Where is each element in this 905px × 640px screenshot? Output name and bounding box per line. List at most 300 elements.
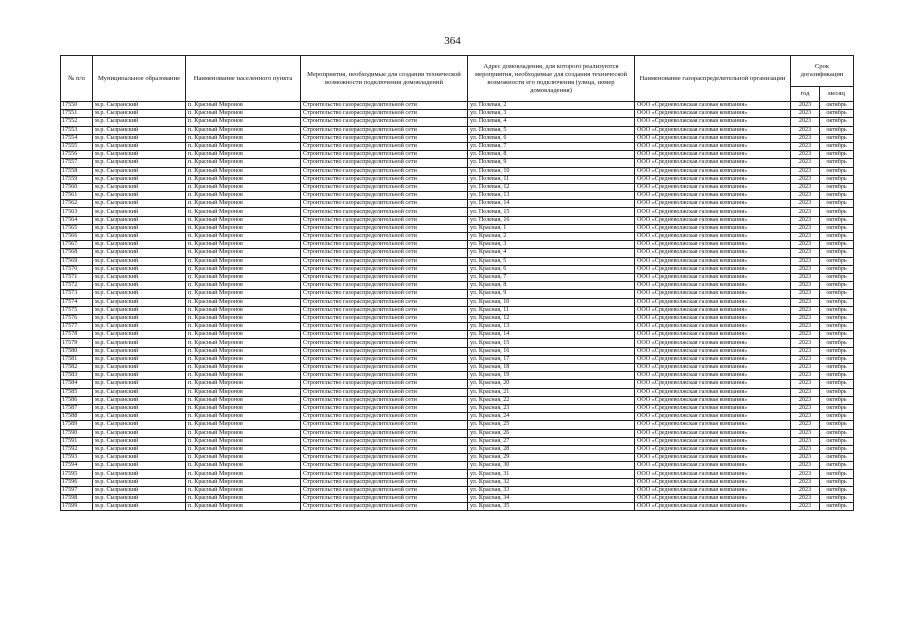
cell-municipality: м.р. Сызранский [93, 347, 186, 355]
cell-activity: Строительство газораспределительной сети [301, 216, 468, 224]
cell-activity: Строительство газораспределительной сети [301, 355, 468, 363]
cell-year: 2023 [791, 364, 820, 372]
cell-address: ул. Красная, 31 [468, 470, 635, 478]
cell-organization: ООО «Средневолжская газовая компания» [635, 445, 791, 453]
cell-settlement: п. Красный Миронов [186, 421, 301, 429]
cell-settlement: п. Красный Миронов [186, 282, 301, 290]
cell-activity: Строительство газораспределительной сети [301, 298, 468, 306]
table-row [61, 249, 854, 257]
cell-num: 17559 [61, 175, 93, 183]
cell-month: октябрь [820, 142, 854, 150]
cell-year: 2023 [791, 126, 820, 134]
cell-activity: Строительство газораспределительной сети [301, 306, 468, 314]
cell-activity: Строительство газораспределительной сети [301, 102, 468, 110]
cell-year: 2023 [791, 421, 820, 429]
cell-settlement: п. Красный Миронов [186, 478, 301, 486]
header-address: Адрес домовладения, для которого реализуются мероприятия, необходимые для создания технической возможности его подключения (улица, номер домовладения) [468, 56, 635, 102]
cell-month: октябрь [820, 437, 854, 445]
cell-address: ул. Красная, 19 [468, 372, 635, 380]
cell-activity: Строительство газораспределительной сети [301, 364, 468, 372]
table-row [61, 445, 854, 453]
cell-month: октябрь [820, 265, 854, 273]
cell-organization: ООО «Средневолжская газовая компания» [635, 118, 791, 126]
cell-address: ул. Красная, 6 [468, 265, 635, 273]
cell-organization: ООО «Средневолжская газовая компания» [635, 462, 791, 470]
cell-num: 17572 [61, 282, 93, 290]
cell-num: 17561 [61, 192, 93, 200]
table-row [61, 282, 854, 290]
cell-num: 17576 [61, 314, 93, 322]
cell-organization: ООО «Средневолжская газовая компания» [635, 183, 791, 191]
cell-month: октябрь [820, 413, 854, 421]
cell-settlement: п. Красный Миронов [186, 110, 301, 118]
cell-organization: ООО «Средневолжская газовая компания» [635, 503, 791, 511]
cell-num: 17568 [61, 249, 93, 257]
cell-num: 17597 [61, 486, 93, 494]
cell-settlement: п. Красный Миронов [186, 306, 301, 314]
cell-organization: ООО «Средневолжская газовая компания» [635, 273, 791, 281]
cell-settlement: п. Красный Миронов [186, 339, 301, 347]
cell-settlement: п. Красный Миронов [186, 257, 301, 265]
page-number: 364 [444, 35, 461, 47]
cell-address: ул. Красная, 9 [468, 290, 635, 298]
cell-num: 17594 [61, 462, 93, 470]
cell-address: ул. Полевая, 9 [468, 159, 635, 167]
cell-address: ул. Полевая, 12 [468, 183, 635, 191]
cell-activity: Строительство газораспределительной сети [301, 388, 468, 396]
cell-num: 17587 [61, 404, 93, 412]
cell-year: 2023 [791, 192, 820, 200]
cell-settlement: п. Красный Миронов [186, 175, 301, 183]
cell-organization: ООО «Средневолжская газовая компания» [635, 454, 791, 462]
cell-municipality: м.р. Сызранский [93, 331, 186, 339]
cell-year: 2023 [791, 355, 820, 363]
cell-municipality: м.р. Сызранский [93, 429, 186, 437]
cell-organization: ООО «Средневолжская газовая компания» [635, 421, 791, 429]
cell-month: октябрь [820, 290, 854, 298]
table-row [61, 192, 854, 200]
cell-year: 2023 [791, 413, 820, 421]
cell-organization: ООО «Средневолжская газовая компания» [635, 404, 791, 412]
cell-num: 17569 [61, 257, 93, 265]
cell-num: 17588 [61, 413, 93, 421]
cell-municipality: м.р. Сызранский [93, 413, 186, 421]
cell-organization: ООО «Средневолжская газовая компания» [635, 437, 791, 445]
cell-num: 17560 [61, 183, 93, 191]
cell-activity: Строительство газораспределительной сети [301, 257, 468, 265]
table-row [61, 241, 854, 249]
cell-organization: ООО «Средневолжская газовая компания» [635, 323, 791, 331]
cell-activity: Строительство газораспределительной сети [301, 233, 468, 241]
cell-activity: Строительство газораспределительной сети [301, 421, 468, 429]
cell-month: октябрь [820, 421, 854, 429]
table-row [61, 470, 854, 478]
cell-activity: Строительство газораспределительной сети [301, 175, 468, 183]
cell-municipality: м.р. Сызранский [93, 364, 186, 372]
cell-settlement: п. Красный Миронов [186, 200, 301, 208]
cell-activity: Строительство газораспределительной сети [301, 142, 468, 150]
table-row [61, 314, 854, 322]
cell-settlement: п. Красный Миронов [186, 183, 301, 191]
cell-num: 17590 [61, 429, 93, 437]
cell-municipality: м.р. Сызранский [93, 445, 186, 453]
cell-organization: ООО «Средневолжская газовая компания» [635, 192, 791, 200]
cell-settlement: п. Красный Миронов [186, 486, 301, 494]
cell-settlement: п. Красный Миронов [186, 224, 301, 232]
cell-num: 17550 [61, 102, 93, 110]
cell-activity: Строительство газораспределительной сети [301, 486, 468, 494]
cell-address: ул. Красная, 5 [468, 257, 635, 265]
cell-year: 2023 [791, 470, 820, 478]
cell-num: 17585 [61, 388, 93, 396]
table-row [61, 102, 854, 110]
cell-address: ул. Полевая, 8 [468, 151, 635, 159]
cell-organization: ООО «Средневолжская газовая компания» [635, 142, 791, 150]
cell-month: октябрь [820, 495, 854, 503]
cell-address: ул. Красная, 28 [468, 445, 635, 453]
cell-address: ул. Красная, 4 [468, 249, 635, 257]
cell-address: ул. Красная, 1 [468, 224, 635, 232]
cell-activity: Строительство газораспределительной сети [301, 118, 468, 126]
cell-organization: ООО «Средневолжская газовая компания» [635, 380, 791, 388]
cell-settlement: п. Красный Миронов [186, 314, 301, 322]
header-month: месяц [820, 87, 854, 102]
cell-municipality: м.р. Сызранский [93, 462, 186, 470]
table-row [61, 216, 854, 224]
cell-address: ул. Полевая, 10 [468, 167, 635, 175]
cell-municipality: м.р. Сызранский [93, 372, 186, 380]
table-body [61, 102, 854, 511]
cell-year: 2023 [791, 396, 820, 404]
table-row [61, 404, 854, 412]
cell-address: ул. Полевая, 2 [468, 102, 635, 110]
cell-organization: ООО «Средневолжская газовая компания» [635, 134, 791, 142]
cell-year: 2023 [791, 347, 820, 355]
cell-activity: Строительство газораспределительной сети [301, 167, 468, 175]
cell-organization: ООО «Средневолжская газовая компания» [635, 331, 791, 339]
cell-activity: Строительство газораспределительной сети [301, 347, 468, 355]
cell-address: ул. Красная, 18 [468, 364, 635, 372]
cell-address: ул. Красная, 13 [468, 323, 635, 331]
cell-address: ул. Полевая, 16 [468, 216, 635, 224]
cell-organization: ООО «Средневолжская газовая компания» [635, 298, 791, 306]
cell-num: 17593 [61, 454, 93, 462]
cell-year: 2023 [791, 233, 820, 241]
cell-year: 2023 [791, 159, 820, 167]
cell-month: октябрь [820, 331, 854, 339]
cell-settlement: п. Красный Миронов [186, 404, 301, 412]
cell-month: октябрь [820, 339, 854, 347]
cell-year: 2023 [791, 495, 820, 503]
cell-settlement: п. Красный Миронов [186, 118, 301, 126]
cell-activity: Строительство газораспределительной сети [301, 372, 468, 380]
cell-year: 2023 [791, 445, 820, 453]
table-row [61, 142, 854, 150]
cell-activity: Строительство газораспределительной сети [301, 437, 468, 445]
cell-year: 2023 [791, 110, 820, 118]
cell-settlement: п. Красный Миронов [186, 331, 301, 339]
cell-address: ул. Красная, 35 [468, 503, 635, 511]
cell-activity: Строительство газораспределительной сети [301, 134, 468, 142]
cell-month: октябрь [820, 364, 854, 372]
cell-month: октябрь [820, 192, 854, 200]
cell-address: ул. Красная, 7 [468, 273, 635, 281]
cell-num: 17567 [61, 241, 93, 249]
cell-address: ул. Красная, 20 [468, 380, 635, 388]
cell-address: ул. Полевая, 7 [468, 142, 635, 150]
cell-year: 2023 [791, 167, 820, 175]
cell-address: ул. Полевая, 15 [468, 208, 635, 216]
table-row [61, 347, 854, 355]
cell-settlement: п. Красный Миронов [186, 273, 301, 281]
cell-organization: ООО «Средневолжская газовая компания» [635, 151, 791, 159]
cell-month: октябрь [820, 486, 854, 494]
cell-settlement: п. Красный Миронов [186, 413, 301, 421]
cell-month: октябрь [820, 347, 854, 355]
cell-activity: Строительство газораспределительной сети [301, 396, 468, 404]
cell-year: 2023 [791, 273, 820, 281]
cell-organization: ООО «Средневолжская газовая компания» [635, 355, 791, 363]
cell-organization: ООО «Средневолжская газовая компания» [635, 306, 791, 314]
cell-year: 2023 [791, 454, 820, 462]
cell-municipality: м.р. Сызранский [93, 355, 186, 363]
cell-address: ул. Красная, 23 [468, 404, 635, 412]
table-row [61, 495, 854, 503]
cell-activity: Строительство газораспределительной сети [301, 110, 468, 118]
cell-month: октябрь [820, 470, 854, 478]
cell-month: октябрь [820, 110, 854, 118]
table-row [61, 396, 854, 404]
cell-year: 2023 [791, 265, 820, 273]
table-row [61, 478, 854, 486]
table-row [61, 339, 854, 347]
cell-organization: ООО «Средневолжская газовая компания» [635, 167, 791, 175]
cell-organization: ООО «Средневолжская газовая компания» [635, 216, 791, 224]
cell-num: 17566 [61, 233, 93, 241]
cell-month: октябрь [820, 273, 854, 281]
cell-municipality: м.р. Сызранский [93, 388, 186, 396]
cell-year: 2023 [791, 118, 820, 126]
table-row [61, 224, 854, 232]
cell-settlement: п. Красный Миронов [186, 151, 301, 159]
cell-organization: ООО «Средневолжская газовая компания» [635, 265, 791, 273]
table-row [61, 290, 854, 298]
cell-month: октябрь [820, 282, 854, 290]
cell-num: 17599 [61, 503, 93, 511]
cell-num: 17555 [61, 142, 93, 150]
cell-year: 2023 [791, 216, 820, 224]
cell-month: октябрь [820, 233, 854, 241]
table-row [61, 331, 854, 339]
header-municipality: Муниципальное образование [93, 56, 186, 102]
cell-activity: Строительство газораспределительной сети [301, 151, 468, 159]
table-row [61, 454, 854, 462]
cell-settlement: п. Красный Миронов [186, 503, 301, 511]
cell-settlement: п. Красный Миронов [186, 208, 301, 216]
cell-municipality: м.р. Сызранский [93, 282, 186, 290]
cell-year: 2023 [791, 404, 820, 412]
cell-activity: Строительство газораспределительной сети [301, 380, 468, 388]
cell-settlement: п. Красный Миронов [186, 249, 301, 257]
table-row [61, 486, 854, 494]
cell-activity: Строительство газораспределительной сети [301, 282, 468, 290]
cell-settlement: п. Красный Миронов [186, 347, 301, 355]
table-row [61, 413, 854, 421]
cell-num: 17557 [61, 159, 93, 167]
cell-year: 2023 [791, 249, 820, 257]
cell-address: ул. Красная, 24 [468, 413, 635, 421]
cell-month: октябрь [820, 306, 854, 314]
cell-address: ул. Красная, 16 [468, 347, 635, 355]
cell-month: октябрь [820, 478, 854, 486]
cell-year: 2023 [791, 282, 820, 290]
cell-activity: Строительство газораспределительной сети [301, 470, 468, 478]
cell-address: ул. Красная, 22 [468, 396, 635, 404]
cell-municipality: м.р. Сызранский [93, 265, 186, 273]
table-row [61, 110, 854, 118]
table-row [61, 167, 854, 175]
cell-year: 2023 [791, 478, 820, 486]
cell-organization: ООО «Средневолжская газовая компания» [635, 200, 791, 208]
table-row [61, 175, 854, 183]
cell-year: 2023 [791, 437, 820, 445]
cell-num: 17574 [61, 298, 93, 306]
cell-num: 17570 [61, 265, 93, 273]
cell-year: 2023 [791, 462, 820, 470]
cell-settlement: п. Красный Миронов [186, 470, 301, 478]
table-row [61, 388, 854, 396]
cell-municipality: м.р. Сызранский [93, 151, 186, 159]
table-row [61, 183, 854, 191]
cell-address: ул. Красная, 21 [468, 388, 635, 396]
cell-activity: Строительство газораспределительной сети [301, 200, 468, 208]
cell-municipality: м.р. Сызранский [93, 495, 186, 503]
table-row [61, 200, 854, 208]
cell-settlement: п. Красный Миронов [186, 265, 301, 273]
cell-num: 17558 [61, 167, 93, 175]
cell-activity: Строительство газораспределительной сети [301, 208, 468, 216]
table-row [61, 126, 854, 134]
table-row [61, 429, 854, 437]
cell-num: 17556 [61, 151, 93, 159]
cell-municipality: м.р. Сызранский [93, 241, 186, 249]
cell-year: 2023 [791, 388, 820, 396]
header-deadline: Срок догазификации [791, 56, 854, 87]
table-header [61, 56, 854, 102]
cell-municipality: м.р. Сызранский [93, 110, 186, 118]
cell-month: октябрь [820, 404, 854, 412]
cell-month: октябрь [820, 175, 854, 183]
cell-year: 2023 [791, 331, 820, 339]
cell-address: ул. Красная, 25 [468, 421, 635, 429]
cell-month: октябрь [820, 429, 854, 437]
cell-address: ул. Полевая, 4 [468, 118, 635, 126]
table-row [61, 265, 854, 273]
cell-year: 2023 [791, 314, 820, 322]
cell-num: 17580 [61, 347, 93, 355]
cell-municipality: м.р. Сызранский [93, 314, 186, 322]
cell-month: октябрь [820, 208, 854, 216]
cell-activity: Строительство газораспределительной сети [301, 241, 468, 249]
cell-address: ул. Красная, 3 [468, 241, 635, 249]
cell-month: октябрь [820, 380, 854, 388]
cell-address: ул. Красная, 12 [468, 314, 635, 322]
cell-settlement: п. Красный Миронов [186, 437, 301, 445]
cell-municipality: м.р. Сызранский [93, 257, 186, 265]
cell-year: 2023 [791, 142, 820, 150]
cell-settlement: п. Красный Миронов [186, 192, 301, 200]
cell-num: 17577 [61, 323, 93, 331]
cell-settlement: п. Красный Миронов [186, 290, 301, 298]
cell-num: 17578 [61, 331, 93, 339]
cell-municipality: м.р. Сызранский [93, 486, 186, 494]
cell-address: ул. Красная, 30 [468, 462, 635, 470]
cell-year: 2023 [791, 290, 820, 298]
cell-activity: Строительство газораспределительной сети [301, 265, 468, 273]
cell-municipality: м.р. Сызранский [93, 273, 186, 281]
cell-activity: Строительство газораспределительной сети [301, 249, 468, 257]
cell-activity: Строительство газораспределительной сети [301, 445, 468, 453]
cell-activity: Строительство газораспределительной сети [301, 224, 468, 232]
cell-organization: ООО «Средневолжская газовая компания» [635, 224, 791, 232]
cell-num: 17586 [61, 396, 93, 404]
cell-address: ул. Полевая, 13 [468, 192, 635, 200]
cell-settlement: п. Красный Миронов [186, 298, 301, 306]
cell-settlement: п. Красный Миронов [186, 323, 301, 331]
cell-num: 17575 [61, 306, 93, 314]
table-row [61, 208, 854, 216]
cell-month: октябрь [820, 462, 854, 470]
cell-num: 17554 [61, 134, 93, 142]
cell-month: октябрь [820, 323, 854, 331]
cell-organization: ООО «Средневолжская газовая компания» [635, 249, 791, 257]
cell-municipality: м.р. Сызранский [93, 454, 186, 462]
cell-organization: ООО «Средневолжская газовая компания» [635, 102, 791, 110]
cell-organization: ООО «Средневолжская газовая компания» [635, 339, 791, 347]
cell-month: октябрь [820, 388, 854, 396]
cell-organization: ООО «Средневолжская газовая компания» [635, 396, 791, 404]
cell-num: 17571 [61, 273, 93, 281]
cell-municipality: м.р. Сызранский [93, 437, 186, 445]
cell-month: октябрь [820, 314, 854, 322]
cell-num: 17592 [61, 445, 93, 453]
table-row [61, 372, 854, 380]
cell-year: 2023 [791, 175, 820, 183]
cell-municipality: м.р. Сызранский [93, 396, 186, 404]
cell-organization: ООО «Средневолжская газовая компания» [635, 233, 791, 241]
cell-municipality: м.р. Сызранский [93, 298, 186, 306]
table-row [61, 134, 854, 142]
cell-activity: Строительство газораспределительной сети [301, 290, 468, 298]
cell-municipality: м.р. Сызранский [93, 192, 186, 200]
cell-settlement: п. Красный Миронов [186, 462, 301, 470]
cell-year: 2023 [791, 486, 820, 494]
cell-municipality: м.р. Сызранский [93, 118, 186, 126]
cell-month: октябрь [820, 224, 854, 232]
cell-organization: ООО «Средневолжская газовая компания» [635, 429, 791, 437]
cell-municipality: м.р. Сызранский [93, 290, 186, 298]
cell-num: 17598 [61, 495, 93, 503]
cell-activity: Строительство газораспределительной сети [301, 462, 468, 470]
cell-month: октябрь [820, 159, 854, 167]
cell-year: 2023 [791, 257, 820, 265]
cell-month: октябрь [820, 183, 854, 191]
cell-settlement: п. Красный Миронов [186, 216, 301, 224]
cell-organization: ООО «Средневолжская газовая компания» [635, 290, 791, 298]
cell-year: 2023 [791, 380, 820, 388]
cell-municipality: м.р. Сызранский [93, 404, 186, 412]
cell-settlement: п. Красный Миронов [186, 102, 301, 110]
